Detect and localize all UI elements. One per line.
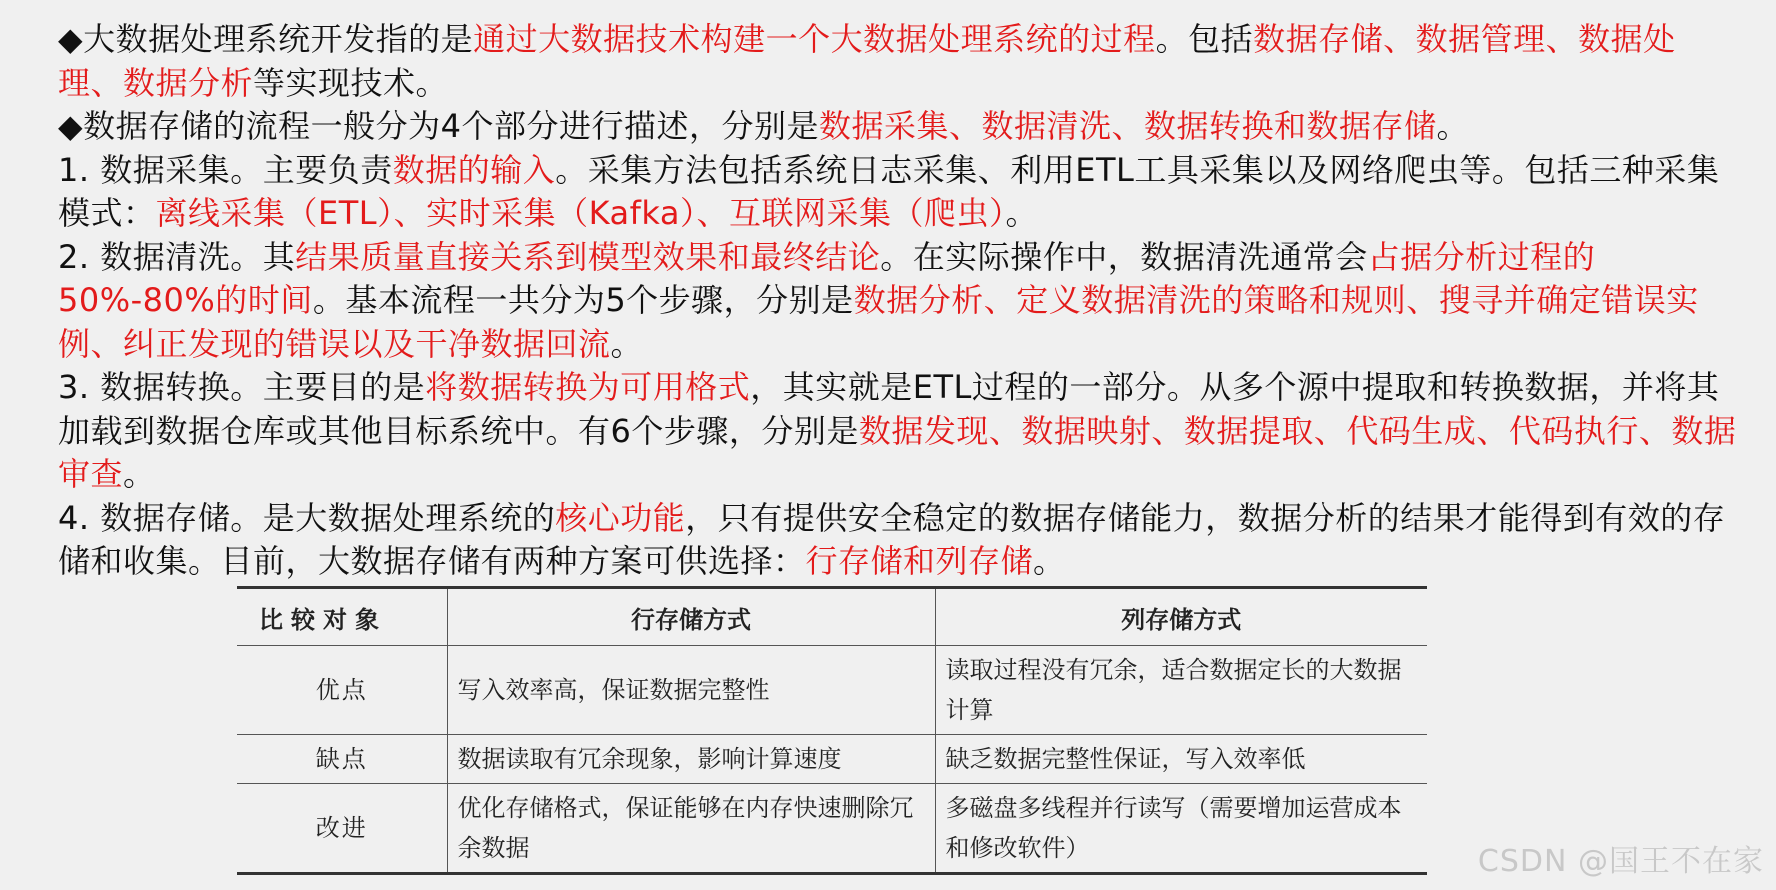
highlight-text: 数据分析、定义数据清洗的策略和规则、搜寻并确定错误实例、纠正发现的错误以及干净数据回流 bbox=[58, 281, 1699, 363]
table-cell: 数据读取有冗余现象，影响计算速度 bbox=[447, 735, 935, 784]
body-text: 。 bbox=[1005, 194, 1039, 232]
highlight-text: 将数据转换为可用格式 bbox=[425, 368, 751, 406]
storage-comparison-table bbox=[237, 586, 1427, 875]
body-text: 2. 数据清洗。其 bbox=[58, 237, 296, 276]
body-text: 1. 数据采集。主要负责 bbox=[58, 150, 393, 189]
table-row-label: 优点 bbox=[237, 646, 447, 735]
body-text: 。包括 bbox=[1155, 20, 1254, 58]
body-text: 。在实际操作中，数据清洗通常会 bbox=[880, 237, 1368, 276]
highlight-text: 结果质量直接关系到模型效果和最终结论 bbox=[295, 237, 881, 276]
table-cell: 优化存储格式，保证能够在内存快速删除冗余数据 bbox=[447, 784, 935, 874]
highlight-text: 行存储和列存储 bbox=[805, 542, 1034, 580]
table-header-column-storage: 列存储方式 bbox=[935, 588, 1427, 646]
table-cell: 写入效率高，保证数据完整性 bbox=[447, 646, 935, 735]
body-text: 3. 数据转换。主要目的是 bbox=[58, 368, 426, 406]
watermark: CSDN @国王不在家 bbox=[1477, 844, 1764, 879]
table-row bbox=[237, 784, 1427, 874]
text-body bbox=[58, 18, 1738, 584]
body-text: 。 bbox=[123, 455, 156, 493]
table-row bbox=[237, 646, 1427, 735]
highlight-text: 数据采集、数据清洗、数据转换和数据存储 bbox=[818, 107, 1437, 145]
body-text: 等实现技术。 bbox=[253, 63, 449, 102]
paragraph-data-collection bbox=[58, 149, 1738, 236]
table-header-row bbox=[237, 588, 1427, 646]
highlight-text: 离线采集（ETL）、实时采集（Kafka）、互联网采集（爬虫） bbox=[155, 194, 1006, 232]
table-cell: 缺乏数据完整性保证，写入效率低 bbox=[935, 735, 1427, 784]
body-text: ◆数据存储的流程一般分为4个部分进行描述，分别是 bbox=[58, 107, 819, 145]
paragraph-intro bbox=[58, 18, 1738, 105]
highlight-text: 占据分析过程的50%-80%的时间 bbox=[58, 237, 1596, 319]
table-row-label: 缺点 bbox=[237, 735, 447, 784]
body-text: 。基本流程一共分为5个步骤，分别是 bbox=[312, 281, 854, 319]
paragraph-data-transformation bbox=[58, 366, 1738, 497]
highlight-text: 通过大数据技术构建一个大数据处理系统的过程 bbox=[473, 20, 1156, 58]
body-text: ，只有提供安全稳定的数据存储能力，数据分析的结果才能得到有效的存储和收集。目前，大数据存储有两种方案可供选择： bbox=[58, 498, 1726, 580]
highlight-text: 数据发现、数据映射、数据提取、代码生成、代码执行、数据审查 bbox=[58, 411, 1737, 493]
body-text: 。 bbox=[1033, 542, 1066, 580]
highlight-text: 数据存储、数据管理、数据处理、数据分析 bbox=[58, 20, 1676, 102]
table-header-compare-object: 比较对象 bbox=[237, 588, 447, 646]
highlight-text: 数据的输入 bbox=[392, 150, 556, 189]
table-row-label: 改进 bbox=[237, 784, 447, 874]
paragraph-data-cleaning bbox=[58, 236, 1738, 367]
paragraph-storage-flow bbox=[58, 105, 1738, 149]
table-header-row-storage: 行存储方式 bbox=[447, 588, 935, 646]
body-text: 。 bbox=[1436, 107, 1470, 145]
paragraph-data-storage bbox=[58, 497, 1738, 584]
highlight-text: 核心功能 bbox=[555, 498, 686, 537]
body-text: 4. 数据存储。是大数据处理系统的 bbox=[58, 498, 556, 537]
body-text: 。采集方法包括系统日志采集、利用ETL工具采集以及网络爬虫等。包括三种采集模式： bbox=[58, 150, 1720, 232]
table-cell: 多磁盘多线程并行读写（需要增加运营成本和修改软件） bbox=[945, 794, 1402, 862]
table-row bbox=[237, 735, 1427, 784]
table-cell: 读取过程没有冗余，适合数据定长的大数据计算 bbox=[935, 646, 1427, 735]
body-text: ，其实就是ETL过程的一部分。从多个源中提取和转换数据，并将其加载到数据仓库或其他目标系统中。有6个步骤，分别是 bbox=[58, 368, 1720, 450]
body-text: 。 bbox=[610, 324, 644, 363]
body-text: ◆大数据处理系统开发指的是 bbox=[58, 20, 474, 58]
